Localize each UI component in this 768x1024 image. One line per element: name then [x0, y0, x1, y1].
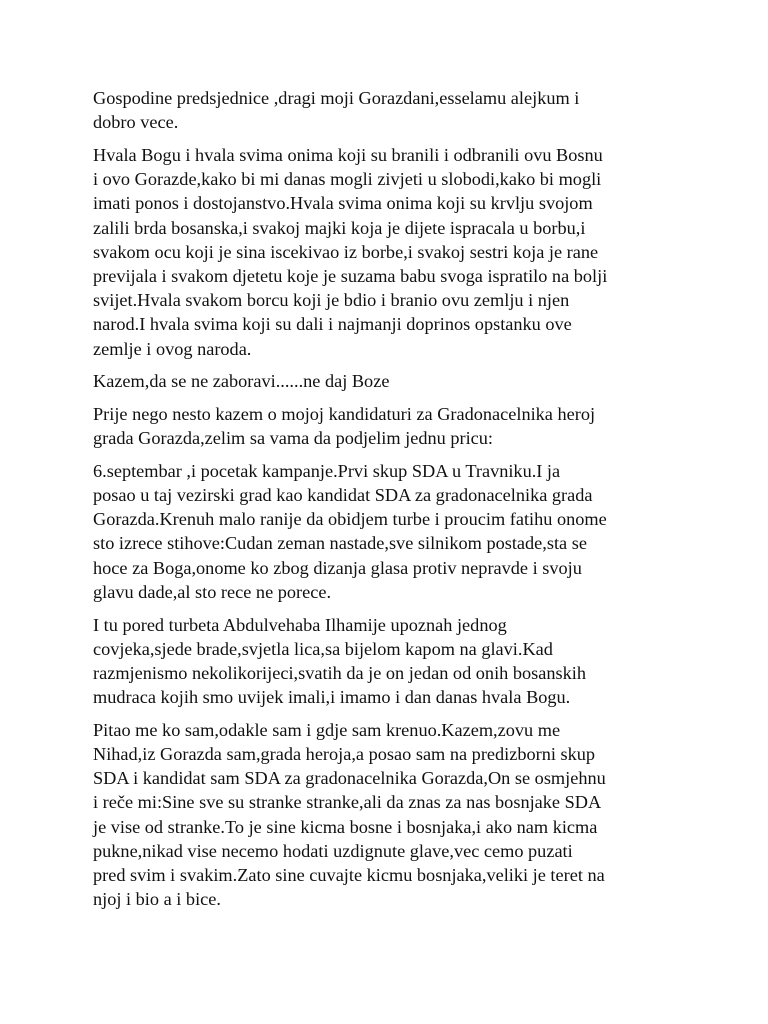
paragraph-meeting: I tu pored turbeta Abdulvehaba Ilhamije upoznah jednog covjeka,sjede brade,svjetla lica,sa bijelom kapom na glavi.Kad razmjenismo nekolikorijeci,svatih da je on jedan od onih bosanskih mudraca kojih smo uvijek imali,i imamo i dan danas hvala Bogu. [93, 614, 586, 708]
document-page [93, 86, 683, 920]
paragraph-story-intro: Prije nego nesto kazem o mojoj kandidaturi za Gradonacelnika heroj grada Gorazda,zelim sa vama da podjelim jednu pricu: [93, 403, 596, 449]
paragraph-campaign-start: 6.septembar ,i pocetak kampanje.Prvi skup SDA u Travniku.I ja posao u taj vezirski grad kao kandidat SDA za gradonacelnika grada Gorazda.Krenuh malo ranije da obidjem turbe i proucim fatihu onome sto izrece stihove:Cudan zeman nastade,sve silnikom postade,sta se hoce za Boga,onome ko zbog dizanja glasa protiv nepravde i svoju glavu dade,al sto rece ne porece. [93, 460, 607, 602]
paragraph-conversation: Pitao me ko sam,odakle sam i gdje sam krenuo.Kazem,zovu me Nihad,iz Gorazda sam,grada heroja,a posao sam na predizborni skup SDA i kandidat sam SDA za gradonacelnika Gorazda,On se osmjehnu i reče mi:Sine sve su stranke stranke,ali da znas za nas bosnjake SDA je vise od stranke.To je sine kicma bosne i bosnjaka,i ako nam kicma pukne,nikad vise necemo hodati uzdignute glave,vec cemo puzati pred svim i svakim.Zato sine cuvajte kicmu bosnjaka,veliki je teret na njoj i bio a i bice. [93, 719, 606, 910]
paragraph-remembrance: Kazem,da se ne zaboravi......ne daj Boze [93, 371, 390, 392]
paragraph-greeting: Gospodine predsjednice ,dragi moji Gorazdani,esselamu alejkum i dobro vece. [93, 88, 580, 133]
paragraph-gratitude: Hvala Bogu i hvala svima onima koji su branili i odbranili ovu Bosnu i ovo Gorazde,kako bi mi danas mogli zivjeti u slobodi,kako bi mogli imati ponos i dostojanstvo.Hvala svima onima koji su krvlju svojom zalili brda bosanska,i svakoj majki koja je dijete ispracala u borbu,i svakom ocu koji je sina iscekivao iz borbe,i svakoj sestri koja je rane previjala i svakom djetetu koje je suzama babu svoga ispratilo na bolji svijet.Hvala svakom borcu koji je bdio i branio ovu zemlju i njen narod.I hvala svima koji su dali i najmanji doprinos opstanku ove zemlje i ovog naroda. [93, 144, 608, 359]
